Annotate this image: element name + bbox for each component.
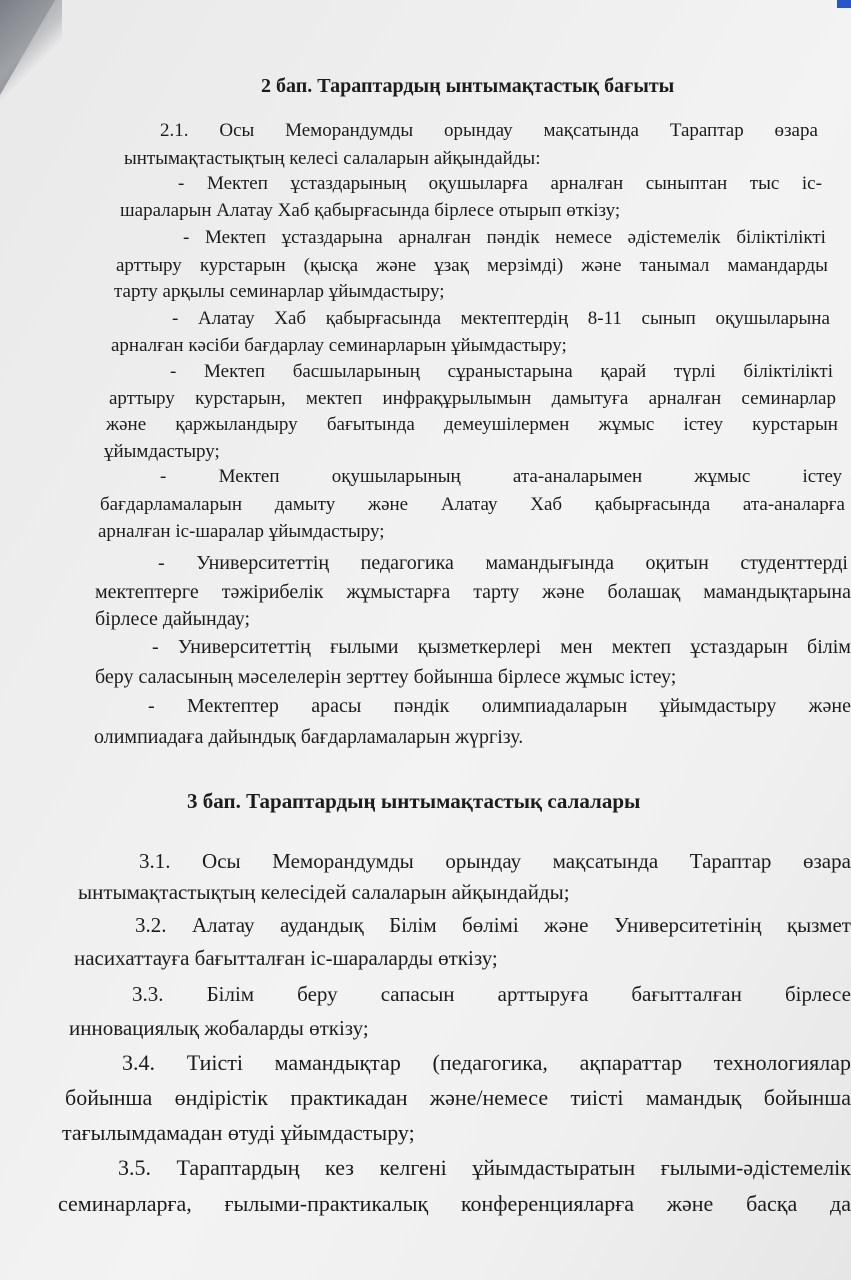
word: сұраныстарына xyxy=(447,361,573,382)
word: арналған xyxy=(648,388,722,409)
word: практикадан xyxy=(290,1085,408,1110)
word: және xyxy=(542,581,585,603)
word: Мектеп xyxy=(218,466,280,487)
word: өндірістік xyxy=(174,1085,268,1110)
blue-edge-mark xyxy=(837,0,851,8)
word: қарай xyxy=(600,361,647,382)
word: бойынша xyxy=(763,1085,851,1110)
word: бағдарламаларын xyxy=(100,494,242,515)
word: ынтымақтастықтың келесідей салаларын айқындайды; xyxy=(78,880,570,904)
word: Хаб xyxy=(274,308,307,329)
word: бағытында xyxy=(326,414,415,435)
word: пәндік xyxy=(393,695,450,717)
paragraph-line xyxy=(98,522,385,541)
word: және xyxy=(106,414,147,435)
word: білім xyxy=(807,636,851,658)
word: ұйымдастыру; xyxy=(104,441,220,462)
word: дамытуға xyxy=(551,388,629,409)
word: мен xyxy=(560,636,593,658)
word: тарту арқылы семинарлар ұйымдастыру; xyxy=(114,281,445,302)
word: ғылыми-практикалық xyxy=(224,1191,429,1216)
paragraph-line xyxy=(183,228,826,247)
paragraph-line xyxy=(160,467,842,486)
word: өзара xyxy=(802,849,851,873)
paragraph-line xyxy=(178,174,822,193)
paragraph-line xyxy=(62,1122,415,1144)
word: жұмыс xyxy=(694,466,751,487)
word: мақсатында xyxy=(543,120,639,141)
word: сапасын xyxy=(380,982,455,1006)
word: 3.2. xyxy=(135,913,167,937)
word: және xyxy=(376,255,417,276)
word: оқитын xyxy=(645,552,709,574)
word: 3.4. xyxy=(122,1050,155,1075)
word: арналған xyxy=(550,173,624,194)
word: ата-аналарымен xyxy=(512,466,643,487)
word: мамандарды xyxy=(727,255,828,276)
word: арасы xyxy=(311,695,362,717)
word: насихаттауға бағытталған іс-шараларды өткізу; xyxy=(74,946,498,970)
word: дамыту xyxy=(274,494,336,515)
word: қабырғасында xyxy=(594,494,711,515)
word: Мектеп xyxy=(204,361,265,382)
section-heading: 3 бап. Тараптардың ынтымақтастық салалары xyxy=(187,789,641,813)
paragraph-line xyxy=(78,882,570,903)
word: орындау xyxy=(445,849,522,873)
word: арналған xyxy=(398,227,471,248)
word: Тараптар xyxy=(689,849,772,873)
word: ынтымақтастықтың келесі салаларын айқындайды: xyxy=(124,148,541,169)
word: ақпараттар xyxy=(579,1050,683,1075)
word: мектеп xyxy=(611,636,672,658)
paragraph-line xyxy=(58,1193,851,1215)
word: да xyxy=(830,1191,851,1216)
word: олимпиадаға дайындық бағдарламаларын жүргізу. xyxy=(94,726,524,748)
paragraph-line xyxy=(172,309,830,328)
word: Университеттің xyxy=(177,636,311,658)
word: мақсатында xyxy=(552,849,659,873)
word: ұйымдастыру xyxy=(659,695,777,717)
word: және xyxy=(581,255,622,276)
word: педагогика xyxy=(360,552,454,574)
word: курстарын xyxy=(199,255,286,276)
paragraph-line xyxy=(100,495,845,514)
paragraph-line xyxy=(148,696,851,716)
word: семинарлар xyxy=(741,388,836,409)
word: өзара xyxy=(774,120,818,141)
paragraph-line xyxy=(122,1052,851,1074)
word: - xyxy=(172,308,179,329)
word: Мектеп xyxy=(206,173,268,194)
word: технологиялар xyxy=(713,1050,851,1075)
paragraph-line xyxy=(104,442,220,461)
word: істеу xyxy=(683,414,723,435)
word: сынып xyxy=(641,308,696,329)
word: (педагогика, xyxy=(432,1050,548,1075)
word: Тараптар xyxy=(669,120,744,141)
word: студенттерді xyxy=(740,552,848,574)
word: әдістемелік xyxy=(627,227,721,248)
word: және xyxy=(544,913,589,937)
word: жұмыстарға xyxy=(346,581,451,603)
paragraph-line xyxy=(114,282,445,301)
paragraph-line xyxy=(95,667,676,687)
paragraph-line xyxy=(95,582,851,602)
word: Осы xyxy=(202,849,241,873)
word: - xyxy=(152,636,159,658)
paragraph-line xyxy=(152,637,851,657)
word: шараларын Алатау Хаб қабырғасында бірлесе отырып өткізу; xyxy=(120,200,621,221)
word: ғылыми-әдістемелік xyxy=(660,1155,851,1180)
word: - xyxy=(170,361,177,382)
word: және xyxy=(367,494,409,515)
word: беру xyxy=(297,982,338,1006)
word: орындау xyxy=(444,120,513,141)
word: инфрақұрылымын xyxy=(382,388,532,409)
word: мамандығында xyxy=(485,552,614,574)
word: Мектеп xyxy=(205,227,266,248)
word: және xyxy=(808,695,851,717)
word: қаржыландыру xyxy=(175,414,298,435)
paragraph-line xyxy=(158,553,848,573)
word: мамандықтарына xyxy=(703,581,851,603)
word: ұстаздарын xyxy=(690,636,788,658)
word: ұзақ xyxy=(434,255,469,276)
word: кез xyxy=(325,1155,354,1180)
word: бағытталған xyxy=(631,982,742,1006)
word: басқа xyxy=(746,1191,798,1216)
word: курстарын xyxy=(752,414,838,435)
paragraph-line xyxy=(135,915,851,936)
page-corner-fold xyxy=(0,0,62,110)
word: тиісті xyxy=(570,1085,624,1110)
word: жұмыс xyxy=(598,414,655,435)
paragraph-line xyxy=(170,362,833,381)
word: 3.5. xyxy=(118,1155,151,1180)
word: ғылыми xyxy=(330,636,399,658)
word: тағылымдамадан өтуді ұйымдастыру; xyxy=(62,1120,415,1145)
word: сыныптан xyxy=(645,173,728,194)
word: тыс xyxy=(749,173,780,194)
word: Университетінің xyxy=(613,913,762,937)
word: іс- xyxy=(801,173,822,194)
word: - xyxy=(148,695,155,717)
word: немесе xyxy=(555,227,612,248)
word: конференцияларға xyxy=(460,1191,635,1216)
word: арналған іс-шаралар ұйымдастыру; xyxy=(98,521,385,542)
word: Меморандумды xyxy=(272,849,414,873)
word: бөлімі xyxy=(462,913,519,937)
word: басшыларының xyxy=(292,361,420,382)
word: және xyxy=(666,1191,714,1216)
paragraph-line xyxy=(74,948,498,969)
word: түрлі xyxy=(673,361,716,382)
word: Университеттің xyxy=(196,552,330,574)
word: істеу xyxy=(802,466,842,487)
word: Алатау xyxy=(197,308,255,329)
word: бірлесе xyxy=(784,982,851,1006)
word: тәжірибелік xyxy=(221,581,324,603)
word: 3.3. xyxy=(132,982,164,1006)
word: келгені xyxy=(379,1155,447,1180)
word: мектептерге xyxy=(95,581,199,603)
word: біліктілікті xyxy=(743,361,833,382)
paragraph-line xyxy=(160,121,818,140)
word: арттыру xyxy=(116,255,182,276)
word: 2.1. xyxy=(160,120,189,141)
word: мерзімді) xyxy=(486,255,564,276)
paragraph-line xyxy=(120,201,620,220)
word: бірлесе дайындау; xyxy=(95,608,251,630)
word: - xyxy=(178,173,185,194)
word: қабырғасында xyxy=(325,308,442,329)
word: ұстаздарына xyxy=(281,227,383,248)
word: Тиісті xyxy=(186,1050,243,1075)
word: 8-11 xyxy=(587,308,622,329)
word: оқушыларының xyxy=(331,466,461,487)
word: арттыруға xyxy=(497,982,589,1006)
section-heading: 2 бап. Тараптардың ынтымақтастық бағыты xyxy=(261,75,675,97)
word: бойынша xyxy=(65,1085,153,1110)
word: ата-аналарға xyxy=(742,494,845,515)
word: болашақ xyxy=(607,581,681,603)
word: қызметкерлері xyxy=(417,636,542,658)
paragraph-line xyxy=(69,1018,369,1039)
word: аудандық xyxy=(280,913,364,937)
word: оқушыларына xyxy=(715,308,830,329)
word: мектеп xyxy=(305,388,363,409)
word: олимпиадаларын xyxy=(481,695,628,717)
word: 3.1. xyxy=(139,849,171,873)
word: - xyxy=(160,466,167,487)
word: Білім xyxy=(206,982,255,1006)
word: беру саласының мәселелерін зерттеу бойынша бірлесе жұмыс істеу; xyxy=(95,666,677,688)
word: - xyxy=(183,227,190,248)
paragraph-line xyxy=(124,149,540,168)
word: инновациялық жобаларды өткізу; xyxy=(69,1016,369,1040)
paragraph-line xyxy=(118,1157,851,1179)
word: біліктілікті xyxy=(736,227,826,248)
paragraph-line xyxy=(95,609,250,629)
word: тарту xyxy=(473,581,520,603)
word: ұстаздарының xyxy=(290,173,407,194)
word: Тараптардың xyxy=(176,1155,300,1180)
paragraph-line xyxy=(109,389,836,408)
paragraph-line xyxy=(111,336,567,355)
word: Алатау xyxy=(440,494,498,515)
word: мамандықтар xyxy=(274,1050,401,1075)
word: семинарларға, xyxy=(58,1191,192,1216)
word: курстарын, xyxy=(195,388,286,409)
paragraph-line xyxy=(106,415,838,434)
paragraph-line xyxy=(65,1087,851,1109)
word: оқушыларға xyxy=(428,173,528,194)
paragraph-line xyxy=(94,727,523,747)
word: - xyxy=(158,552,165,574)
word: мамандық xyxy=(645,1085,742,1110)
word: және/немесе xyxy=(429,1085,549,1110)
word: арттыру xyxy=(109,388,175,409)
paragraph-line xyxy=(132,984,851,1005)
paragraph-line xyxy=(116,256,828,275)
word: арналған кәсіби бағдарлау семинарларын ұйымдастыру; xyxy=(111,335,567,356)
word: демеушілермен xyxy=(444,414,570,435)
word: Осы xyxy=(219,120,255,141)
word: Алатау xyxy=(191,913,255,937)
word: пәндік xyxy=(486,227,540,248)
word: танымал xyxy=(639,255,710,276)
word: қызмет xyxy=(786,913,851,937)
word: Хаб xyxy=(530,494,563,515)
paragraph-line xyxy=(139,851,851,872)
word: (қысқа xyxy=(303,255,359,276)
word: мектептердің xyxy=(460,308,569,329)
word: ұйымдастыратын xyxy=(472,1155,636,1180)
word: Меморандумды xyxy=(285,120,414,141)
word: Мектептер xyxy=(187,695,279,717)
word: Білім xyxy=(389,913,437,937)
